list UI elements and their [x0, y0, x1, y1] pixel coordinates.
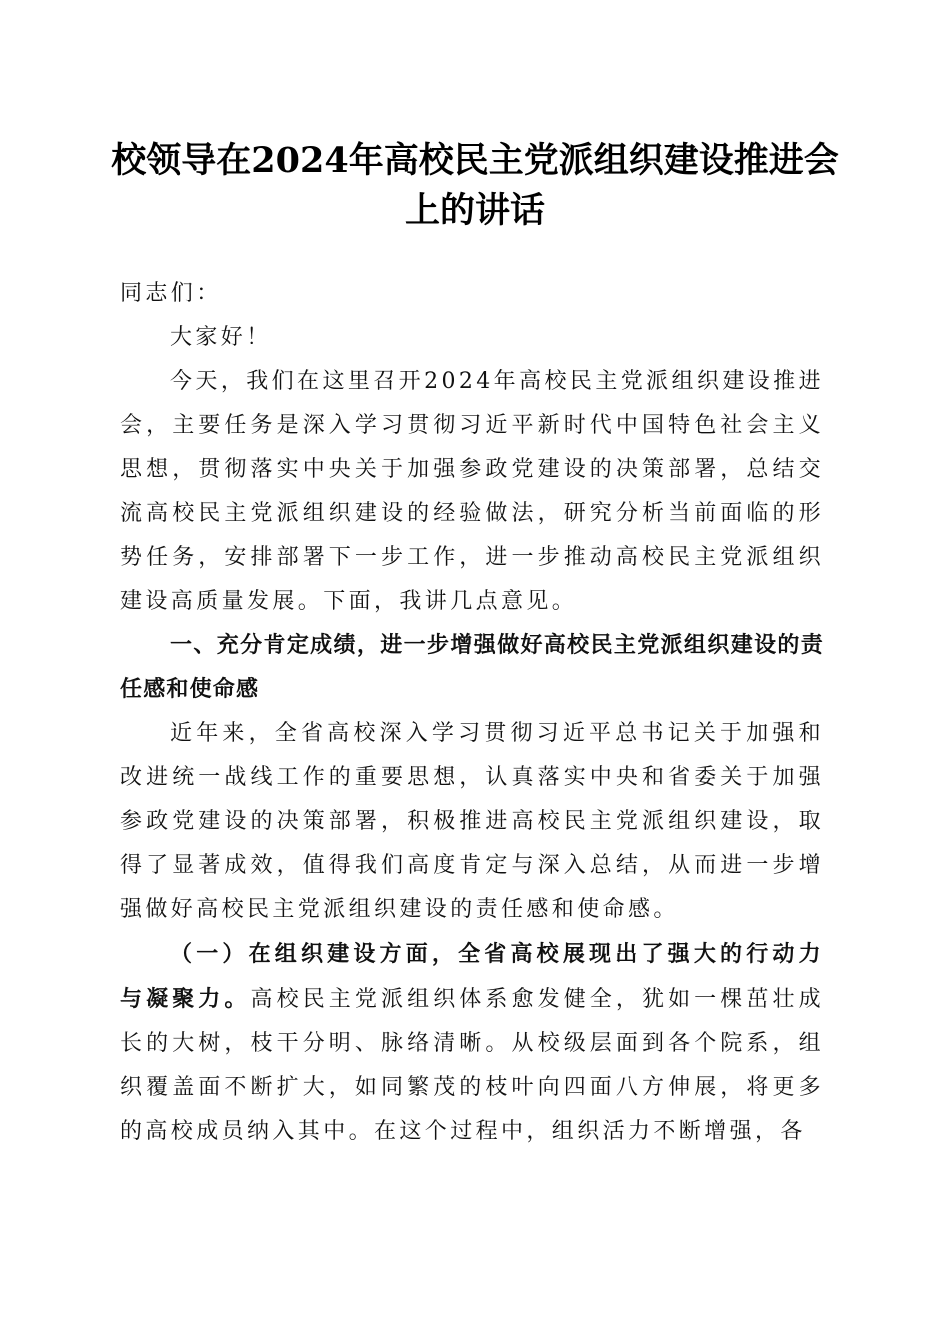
section-1-heading: 一、充分肯定成绩，进一步增强做好高校民主党派组织建设的责任感和使命感 [120, 633, 824, 702]
intro-paragraph: 今天，我们在这里召开2024年高校民主党派组织建设推进会，主要任务是深入学习贯彻习近平新时代中国特色社会主义思想，贯彻落实中央关于加强参政党建设的决策部署，总结交流高校民主党派组织建设的经验做法，研究分析当前面临的形势任务，安排部署下一步工作，进一步推动高校民主党派组织建设高质量发展。下面，我讲几点意见。 [120, 369, 824, 614]
subsection-1-lead: （一）在组织建设方面，全省高校展现出了强大的行动力与凝聚力。 [120, 941, 824, 1012]
document-title: 校领导在2024年高校民主党派组织建设推进会上的讲话 [111, 140, 839, 231]
document-body [120, 272, 824, 1154]
greeting: 大家好！ [170, 325, 272, 350]
salutation: 同志们： [120, 281, 222, 306]
subsection-1-body: 高校民主党派组织体系愈发健全，犹如一棵茁壮成长的大树，枝干分明、脉络清晰。从校级层面到各个院系，组织覆盖面不断扩大，如同繁茂的枝叶向四面八方伸展，将更多的高校成员纳入其中。在这个过程中，组织活力不断增强，各 [120, 987, 824, 1144]
section-1-paragraph: 近年来，全省高校深入学习贯彻习近平总书记关于加强和改进统一战线工作的重要思想，认真落实中央和省委关于加强参政党建设的决策部署，积极推进高校民主党派组织建设，取得了显著成效，值得我们高度肯定与深入总结，从而进一步增强做好高校民主党派组织建设的责任感和使命感。 [120, 721, 824, 922]
subsection-1-paragraph [120, 932, 824, 1154]
